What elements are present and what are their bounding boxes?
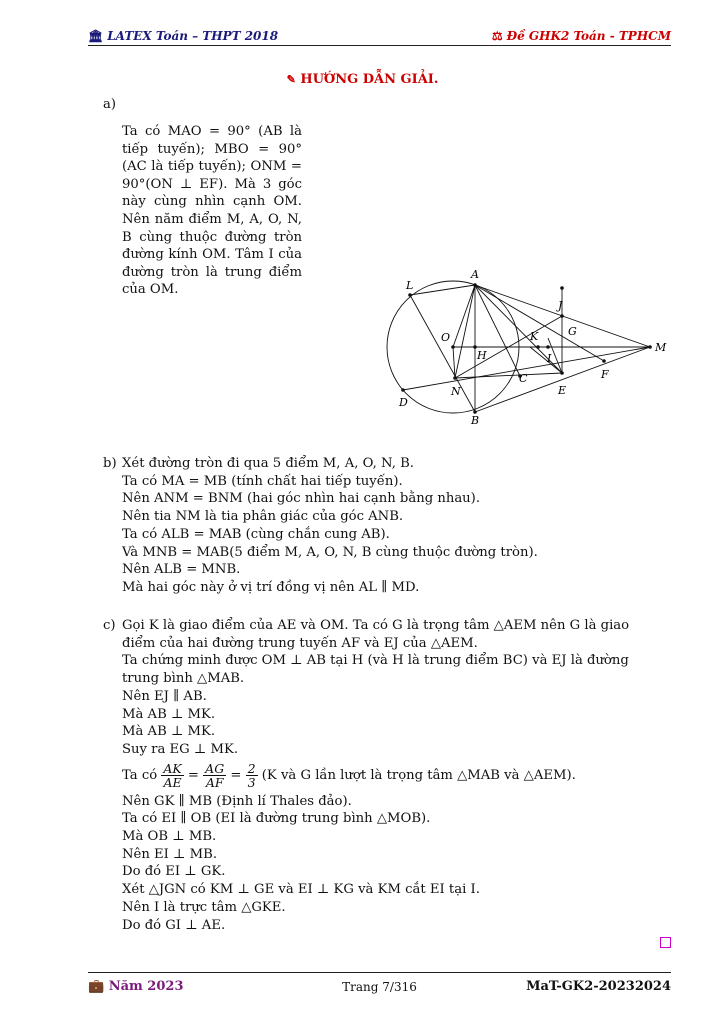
part-b-line: Nên tia NM là tia phân giác của góc ANB. [122,509,404,525]
segment [475,347,650,412]
section-title: ✎ HƯỚNG DẪN GIẢI. [286,72,439,87]
part-c-line: Suy ra EG ⊥ MK. [122,741,239,757]
segment [475,285,604,361]
footer-right: MaT-GK2-20232024 [526,979,671,994]
header-left: 🏛 LATEX Toán – THPT 2018 [88,29,279,43]
label-e: E [558,384,567,397]
qed-square-icon [660,937,671,948]
label-b: B [471,414,480,427]
label-l: L [406,279,414,292]
part-c-line: Nên I là trực tâm △GKE. [122,899,286,915]
label-j: J [558,299,563,312]
part-c-line: Ta có EI ∥ OB (EI là đường trung bình △MOB). [122,811,431,827]
label-o: O [441,331,451,344]
part-b-line: Nên ALB = MNB. [122,562,241,578]
label-c: C [519,372,528,385]
label-h: H [477,349,487,362]
geometry-figure [380,262,680,432]
segment [455,373,562,378]
fraction: $\frac{AK}{AE}$ [163,760,182,790]
part-c-label: c) [103,618,116,633]
page-header [88,29,671,46]
part-b-line: Xét đường tròn đi qua 5 điểm M, A, O, N, B. [122,456,414,471]
part-a-line: Nên năm điểm M, A, O, N, B cùng thuộc đường tròn đường kính OM. [122,211,302,263]
footer-left: 💼 Năm 2023 [88,979,184,994]
scale-icon: ⚖ [491,29,503,43]
pencil-icon: ✎ [286,73,296,86]
label-a: A [471,268,479,281]
part-b-line: Nên ANM = BNM (hai góc nhìn hai cạnh bằng nhau). [122,491,481,507]
label-k: K [530,330,539,343]
part-c-line: Xét △JGN có KM ⊥ GE và EI ⊥ KG và KM cắt EI tại I. [122,882,480,898]
part-c-line: Mà OB ⊥ MB. [122,829,217,845]
part-a-line: Tâm I của đường tròn là trung điểm của OM. [122,247,302,298]
page-footer [88,972,671,997]
segment [455,285,475,378]
part-a-line: ONM = 90°(ON ⊥ EF). [122,159,302,192]
part-b-line: Và MNB = MAB(5 điểm M, A, O, N, B cùng thuộc đường tròn). [122,544,538,560]
part-c-line: Mà AB ⊥ MK. [122,706,216,722]
part-a-line: MBO = 90° (AC là tiếp tuyến); [122,141,302,175]
part-c-line: Gọi K là giao điểm của AE và OM. Ta có G là trọng tâm △AEM nên G là giao [122,618,630,633]
part-a-label: a) [103,97,117,112]
fraction: $\frac{AG}{AF}$ [205,760,225,790]
part-c-line: điểm của hai đường trung tuyến AF và EJ của △AEM. [122,635,478,651]
fraction: $\frac{2}{3}$ [247,760,256,790]
label-n: N [451,385,461,398]
part-c-line: Do đó EI ⊥ GK. [122,864,226,880]
part-c-line: Nên EI ⊥ MB. [122,846,218,862]
part-c-text [122,617,674,934]
ratio-line: Ta có $\frac{AK}{AE}$ = $\frac{AG}{AF}$ = $\frac{2}{3}$ (K và G lần lượt là trọng tâm △MAB và △AEM). [122,760,576,790]
part-c-line: Mà AB ⊥ MK. [122,724,216,740]
part-c-line: trung bình △MAB. [122,671,245,687]
bank-icon: 🏛 [88,29,104,43]
part-b-line: Ta có MA = MB (tính chất hai tiếp tuyến). [122,473,403,489]
part-b-line: Ta có ALB = MAB (cùng chắn cung AB). [122,526,390,542]
label-g: G [568,325,577,338]
page-number: Trang 7/316 [342,980,417,994]
label-i: I [547,352,552,365]
part-b-label: b) [103,456,117,471]
part-c-line: Nên EJ ∥ AB. [122,688,207,704]
part-b-line: Mà hai góc này ở vị trí đồng vị nên AL ∥ MD. [122,579,420,595]
part-a-line: Mà 3 góc này cùng nhìn cạnh OM. [122,176,302,210]
label-f: F [601,368,609,381]
label-d: D [399,396,408,409]
part-a-text [122,123,302,299]
header-right: ⚖ Đề GHK2 Toán - TPHCM [491,29,671,43]
part-c-line: Nên GK ∥ MB (Định lí Thales đảo). [122,793,352,809]
briefcase-icon: 💼 [88,979,105,994]
part-c-line: Do đó GI ⊥ AE. [122,917,226,933]
part-c-line: Ta chứng minh được OM ⊥ AB tại H (và H là trung điểm BC) và EJ là đường [122,653,629,669]
label-m: M [655,341,667,354]
part-a-line: Ta có MAO = 90° (AB là tiếp tuyến); [122,124,302,157]
part-b-text [122,455,674,597]
